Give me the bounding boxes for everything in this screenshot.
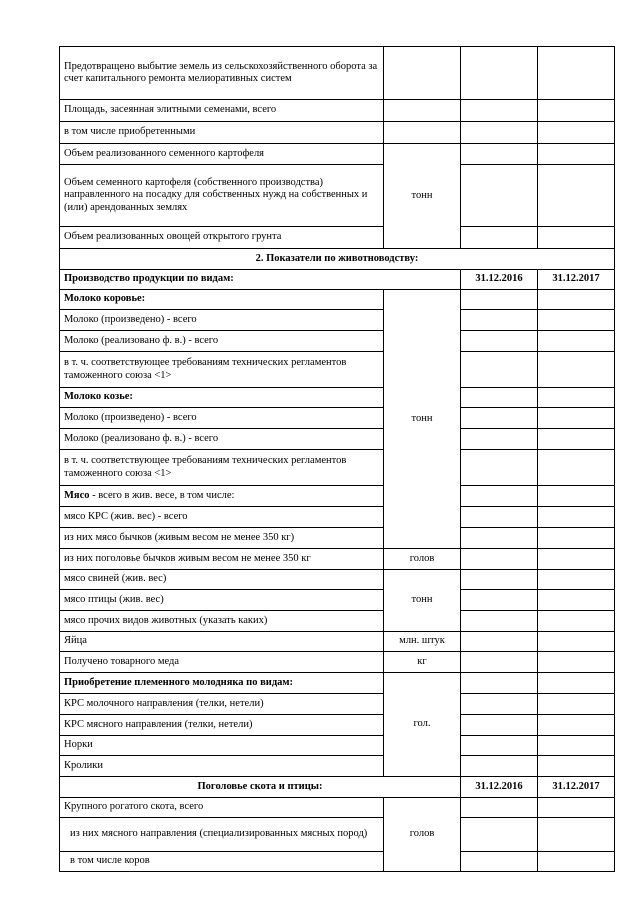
- value-cell-2017[interactable]: [538, 736, 615, 756]
- row-label: КРС мясного направления (телки, нетели): [60, 715, 384, 736]
- table-row: [60, 818, 615, 852]
- unit-cell: голов: [384, 549, 461, 570]
- unit-cell: кг: [384, 652, 461, 673]
- row-label: Крупного рогатого скота, всего: [60, 798, 384, 818]
- table-row: [60, 310, 615, 331]
- row-label: из них поголовье бычков живым весом не менее 350 кг: [60, 549, 384, 570]
- meat-total-label: [60, 486, 384, 507]
- cow-milk-title: Молоко коровье:: [60, 290, 384, 310]
- value-cell-2016[interactable]: [461, 736, 538, 756]
- value-cell-2016[interactable]: [461, 290, 538, 310]
- value-cell-2016[interactable]: [461, 652, 538, 673]
- table-row: [60, 570, 615, 590]
- row-label: Площадь, засеянная элитными семенами, всего: [60, 100, 384, 122]
- row-label: Получено товарного меда: [60, 652, 384, 673]
- value-cell-2016[interactable]: [461, 507, 538, 528]
- value-cell-2016[interactable]: [461, 818, 538, 852]
- value-cell-2016[interactable]: [461, 632, 538, 652]
- value-cell-2016[interactable]: [461, 144, 538, 165]
- value-cell-2017[interactable]: [538, 290, 615, 310]
- value-cell-2017[interactable]: [538, 756, 615, 777]
- date-column-2016: 31.12.2016: [461, 777, 538, 798]
- unit-cell: [384, 47, 461, 100]
- value-cell-2017[interactable]: [538, 818, 615, 852]
- table-row: [60, 331, 615, 352]
- value-cell-2017[interactable]: [538, 632, 615, 652]
- table-row: [60, 227, 615, 249]
- value-cell-2016[interactable]: [461, 694, 538, 715]
- value-cell-2016[interactable]: [461, 673, 538, 694]
- value-cell-2016[interactable]: [461, 528, 538, 549]
- row-label: КРС молочного направления (телки, нетели): [60, 694, 384, 715]
- unit-cell: [384, 122, 461, 144]
- unit-cell: тонн: [384, 570, 461, 632]
- value-cell-2016[interactable]: [461, 100, 538, 122]
- value-cell-2017[interactable]: [538, 100, 615, 122]
- section-title: 2. Показатели по животноводству:: [60, 249, 615, 270]
- row-label: из них мясного направления (специализированных мясных пород): [60, 818, 384, 852]
- table-row: [60, 632, 615, 652]
- row-label: Объем реализованных овощей открытого грунта: [60, 227, 384, 249]
- value-cell-2017[interactable]: [538, 798, 615, 818]
- row-label: мясо КРС (жив. вес) - всего: [60, 507, 384, 528]
- breeding-title: Приобретение племенного молодняка по видам:: [60, 673, 384, 694]
- table-row: [60, 549, 615, 570]
- value-cell-2017[interactable]: [538, 570, 615, 590]
- value-cell-2017[interactable]: [538, 429, 615, 450]
- section-header-row: [60, 249, 615, 270]
- value-cell-2016[interactable]: [461, 227, 538, 249]
- value-cell-2016[interactable]: [461, 331, 538, 352]
- value-cell-2017[interactable]: [538, 165, 615, 227]
- row-label: Норки: [60, 736, 384, 756]
- table-row: [60, 590, 615, 611]
- unit-cell: голов: [384, 798, 461, 872]
- row-label: Яйца: [60, 632, 384, 652]
- value-cell-2016[interactable]: [461, 47, 538, 100]
- table-row: [60, 798, 615, 818]
- table-row: [60, 715, 615, 736]
- table-row: [60, 450, 615, 486]
- value-cell-2017[interactable]: [538, 590, 615, 611]
- table-row: [60, 528, 615, 549]
- value-cell-2016[interactable]: [461, 611, 538, 632]
- table-row: [60, 100, 615, 122]
- meat-bold-label: Мясо: [64, 489, 90, 501]
- value-cell-2017[interactable]: [538, 227, 615, 249]
- production-header: Производство продукции по видам:: [60, 270, 461, 290]
- value-cell-2016[interactable]: [461, 408, 538, 429]
- value-cell-2016[interactable]: [461, 388, 538, 408]
- table-row: [60, 611, 615, 632]
- value-cell-2017[interactable]: [538, 507, 615, 528]
- unit-cell: тонн: [384, 144, 461, 249]
- table-row: [60, 290, 615, 310]
- row-label: Молоко (произведено) - всего: [60, 408, 384, 429]
- table-row: [60, 507, 615, 528]
- table-row: [60, 388, 615, 408]
- row-label: Предотвращено выбытие земель из сельскохозяйственного оборота за счет капитального ремонта мелиоративных систем: [60, 47, 384, 100]
- row-label: в т. ч. соответствующее требованиям технических регламентов таможенного союза <1>: [60, 352, 384, 388]
- row-label: в том числе приобретенными: [60, 122, 384, 144]
- value-cell-2017[interactable]: [538, 331, 615, 352]
- table-row: [60, 673, 615, 694]
- table-row: [60, 486, 615, 507]
- production-header-row: [60, 270, 615, 290]
- unit-cell: [384, 100, 461, 122]
- value-cell-2016[interactable]: [461, 590, 538, 611]
- value-cell-2017[interactable]: [538, 715, 615, 736]
- table-row: [60, 47, 615, 100]
- row-label: Кролики: [60, 756, 384, 777]
- value-cell-2016[interactable]: [461, 122, 538, 144]
- value-cell-2017[interactable]: [538, 486, 615, 507]
- value-cell-2017[interactable]: [538, 528, 615, 549]
- value-cell-2017[interactable]: [538, 388, 615, 408]
- livestock-header-row: [60, 777, 615, 798]
- date-column-2017: 31.12.2017: [538, 777, 615, 798]
- row-label: в т. ч. соответствующее требованиям технических регламентов таможенного союза <1>: [60, 450, 384, 486]
- unit-cell: млн. штук: [384, 632, 461, 652]
- value-cell-2016[interactable]: [461, 352, 538, 388]
- table-row: [60, 694, 615, 715]
- value-cell-2017[interactable]: [538, 450, 615, 486]
- table-row: [60, 122, 615, 144]
- row-label: мясо свиней (жив. вес): [60, 570, 384, 590]
- value-cell-2017[interactable]: [538, 611, 615, 632]
- table-row: [60, 144, 615, 165]
- value-cell-2016[interactable]: [461, 715, 538, 736]
- value-cell-2016[interactable]: [461, 852, 538, 872]
- row-label: Объем реализованного семенного картофеля: [60, 144, 384, 165]
- value-cell-2017[interactable]: [538, 673, 615, 694]
- value-cell-2017[interactable]: [538, 144, 615, 165]
- value-cell-2016[interactable]: [461, 549, 538, 570]
- row-label: в том числе коров: [60, 852, 384, 872]
- date-column-2017: 31.12.2017: [538, 270, 615, 290]
- value-cell-2017[interactable]: [538, 310, 615, 331]
- livestock-header: Поголовье скота и птицы:: [60, 777, 461, 798]
- value-cell-2017[interactable]: [538, 47, 615, 100]
- row-label: мясо прочих видов животных (указать каких): [60, 611, 384, 632]
- value-cell-2016[interactable]: [461, 798, 538, 818]
- table-row: [60, 652, 615, 673]
- table-row: [60, 408, 615, 429]
- value-cell-2016[interactable]: [461, 310, 538, 331]
- value-cell-2017[interactable]: [538, 549, 615, 570]
- unit-cell: гол.: [384, 673, 461, 777]
- value-cell-2017[interactable]: [538, 352, 615, 388]
- value-cell-2017[interactable]: [538, 694, 615, 715]
- meat-rest-label: - всего в жив. весе, в том числе:: [89, 489, 235, 501]
- indicators-table: [59, 46, 615, 872]
- row-label: Молоко (реализовано ф. в.) - всего: [60, 429, 384, 450]
- value-cell-2017[interactable]: [538, 652, 615, 673]
- value-cell-2017[interactable]: [538, 408, 615, 429]
- row-label: Молоко (реализовано ф. в.) - всего: [60, 331, 384, 352]
- unit-cell: тонн: [384, 290, 461, 549]
- value-cell-2016[interactable]: [461, 429, 538, 450]
- table-row: [60, 352, 615, 388]
- table-row: [60, 429, 615, 450]
- row-label: Молоко (произведено) - всего: [60, 310, 384, 331]
- row-label: мясо птицы (жив. вес): [60, 590, 384, 611]
- date-column-2016: 31.12.2016: [461, 270, 538, 290]
- value-cell-2017[interactable]: [538, 122, 615, 144]
- row-label: из них мясо бычков (живым весом не менее 350 кг): [60, 528, 384, 549]
- table-row: [60, 756, 615, 777]
- value-cell-2016[interactable]: [461, 165, 538, 227]
- table-row: [60, 736, 615, 756]
- table-row: [60, 165, 615, 227]
- value-cell-2016[interactable]: [461, 486, 538, 507]
- table-row: [60, 852, 615, 872]
- row-label: Объем семенного картофеля (собственного производства) направленного на посадку для собственных нужд на собственных и (или) арендованных землях: [60, 165, 384, 227]
- value-cell-2016[interactable]: [461, 450, 538, 486]
- goat-milk-title: Молоко козье:: [60, 388, 384, 408]
- value-cell-2016[interactable]: [461, 570, 538, 590]
- value-cell-2017[interactable]: [538, 852, 615, 872]
- value-cell-2016[interactable]: [461, 756, 538, 777]
